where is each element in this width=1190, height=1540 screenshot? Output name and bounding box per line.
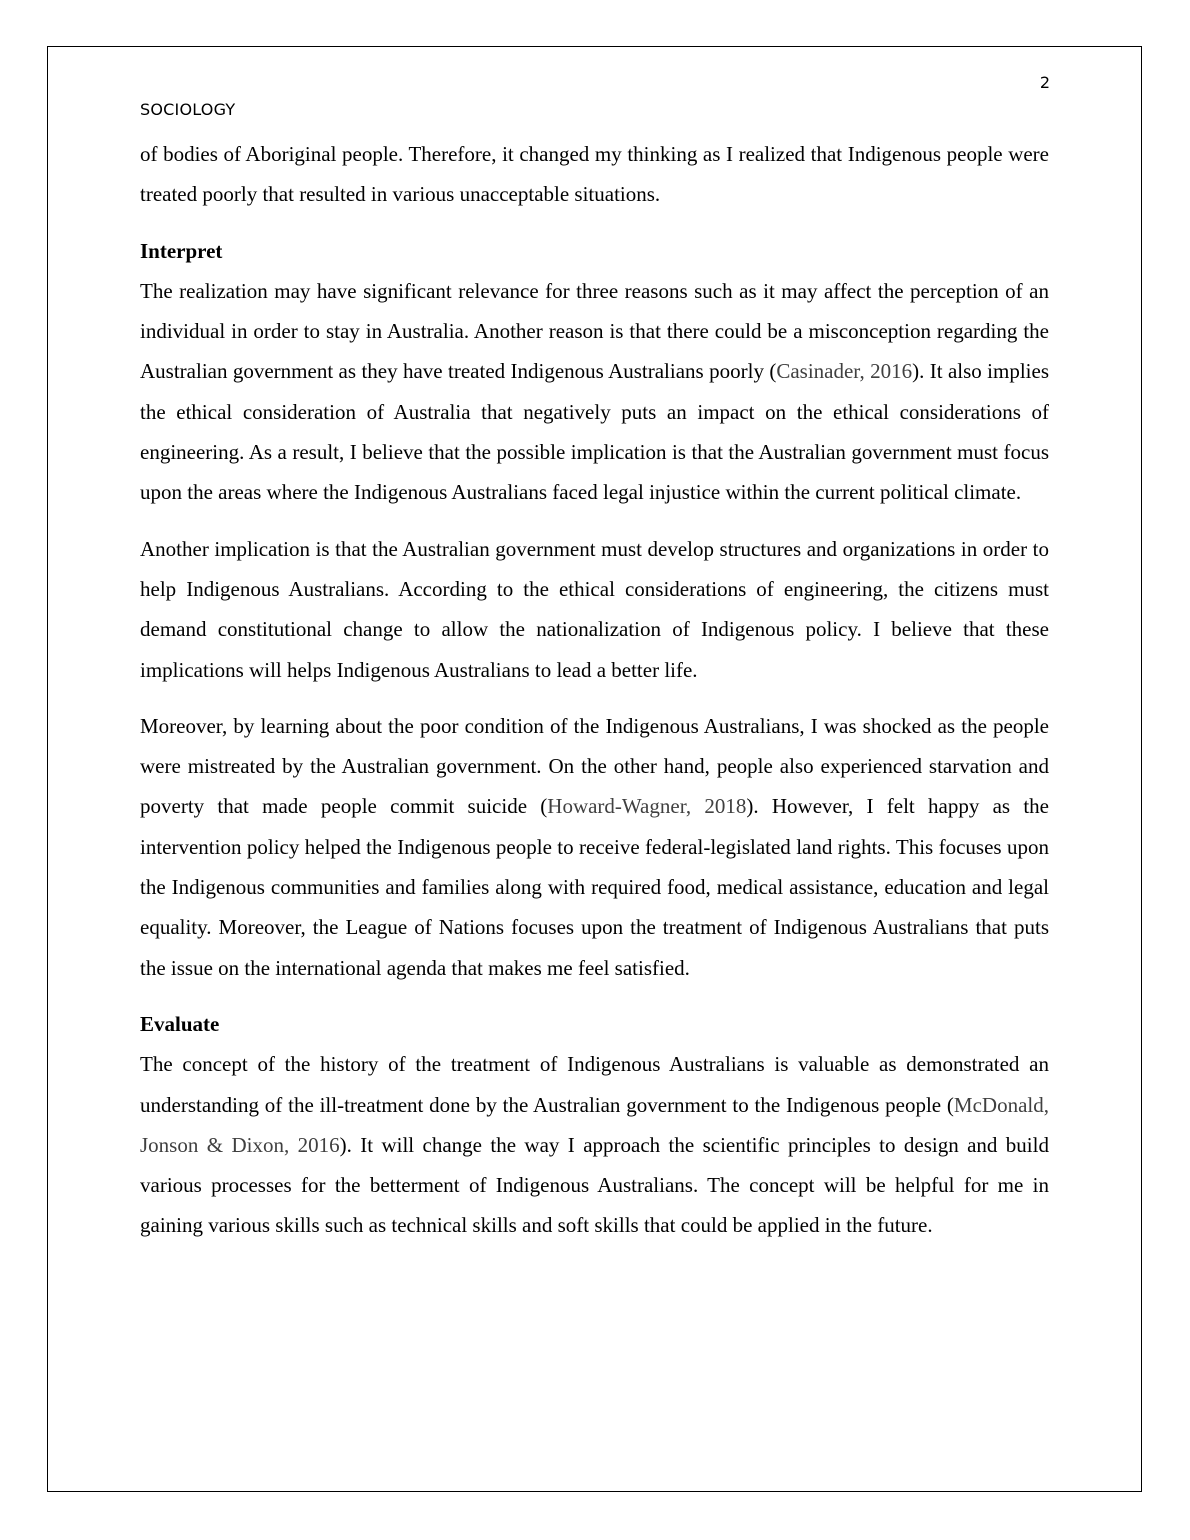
paragraph-text: ). However, I felt happy as the intervention policy helped the Indigenous people to receive federal-legislated land rights. This focuses upon the Indigenous communities and families along with required food, medical assistance, education and legal equality. Moreover, the League of Nations focuses upon the treatment of Indigenous Australians that puts the issue on the international agenda that makes me feel satisfied. [140,794,1049,980]
paragraph-interpret-3 [140,706,1049,988]
paragraph-interpret-2: Another implication is that the Australian government must develop structures and organizations in order to help Indigenous Australians. According to the ethical considerations of engineering, the citizens must demand constitutional change to allow the nationalization of Indigenous policy. I believe that these implications will helps Indigenous Australians to lead a better life. [140,536,1049,682]
running-header: SOCIOLOGY [140,100,236,119]
paragraph-interpret-1 [140,271,1049,513]
heading-interpret: Interpret [140,238,223,263]
paragraph-text: The realization may have significant relevance for three reasons such as it may affect the perception of an individual in order to stay in Australia. Another reason is that there could be a misconception regarding the Australian government as they have treated Indigenous Australians poorly ( [140,278,1049,384]
page-number: 2 [1039,73,1050,92]
citation-casinader: Casinader, 2016 [776,359,913,384]
paragraph-text: Moreover, by learning about the poor condition of the Indigenous Australians, I was shocked as the people were mistreated by the Australian government. On the other hand, people also experienced starvation and poverty that made people commit suicide ( [140,713,1049,819]
document-body [140,134,1049,1246]
paragraph-text: ). It also implies the ethical consideration of Australia that negatively puts an impact on the ethical considerations of engineering. As a result, I believe that the possible implication is that the Australian government must focus upon the areas where the Indigenous Australians faced legal injustice within the current political climate. [140,359,1050,505]
paragraph-evaluate-1 [140,1044,1049,1245]
paragraph-text: ). It will change the way I approach the scientific principles to design and build various processes for the betterment of Indigenous Australians. The concept will be helpful for me in gaining various skills such as technical skills and soft skills that could be applied in the future. [140,1132,1049,1238]
paragraph-continued: of bodies of Aboriginal people. Therefore, it changed my thinking as I realized that Indigenous people were treated poorly that resulted in various unacceptable situations. [140,142,1049,207]
citation-mcdonald: McDonald, Jonson & Dixon, 2016 [140,1092,1049,1157]
citation-howard-wagner: Howard-Wagner, 2018 [547,794,747,819]
paragraph-text: The concept of the history of the treatment of Indigenous Australians is valuable as demonstrated an understanding of the ill-treatment done by the Australian government to the Indigenous people ( [140,1052,1049,1117]
heading-evaluate: Evaluate [140,1011,220,1036]
